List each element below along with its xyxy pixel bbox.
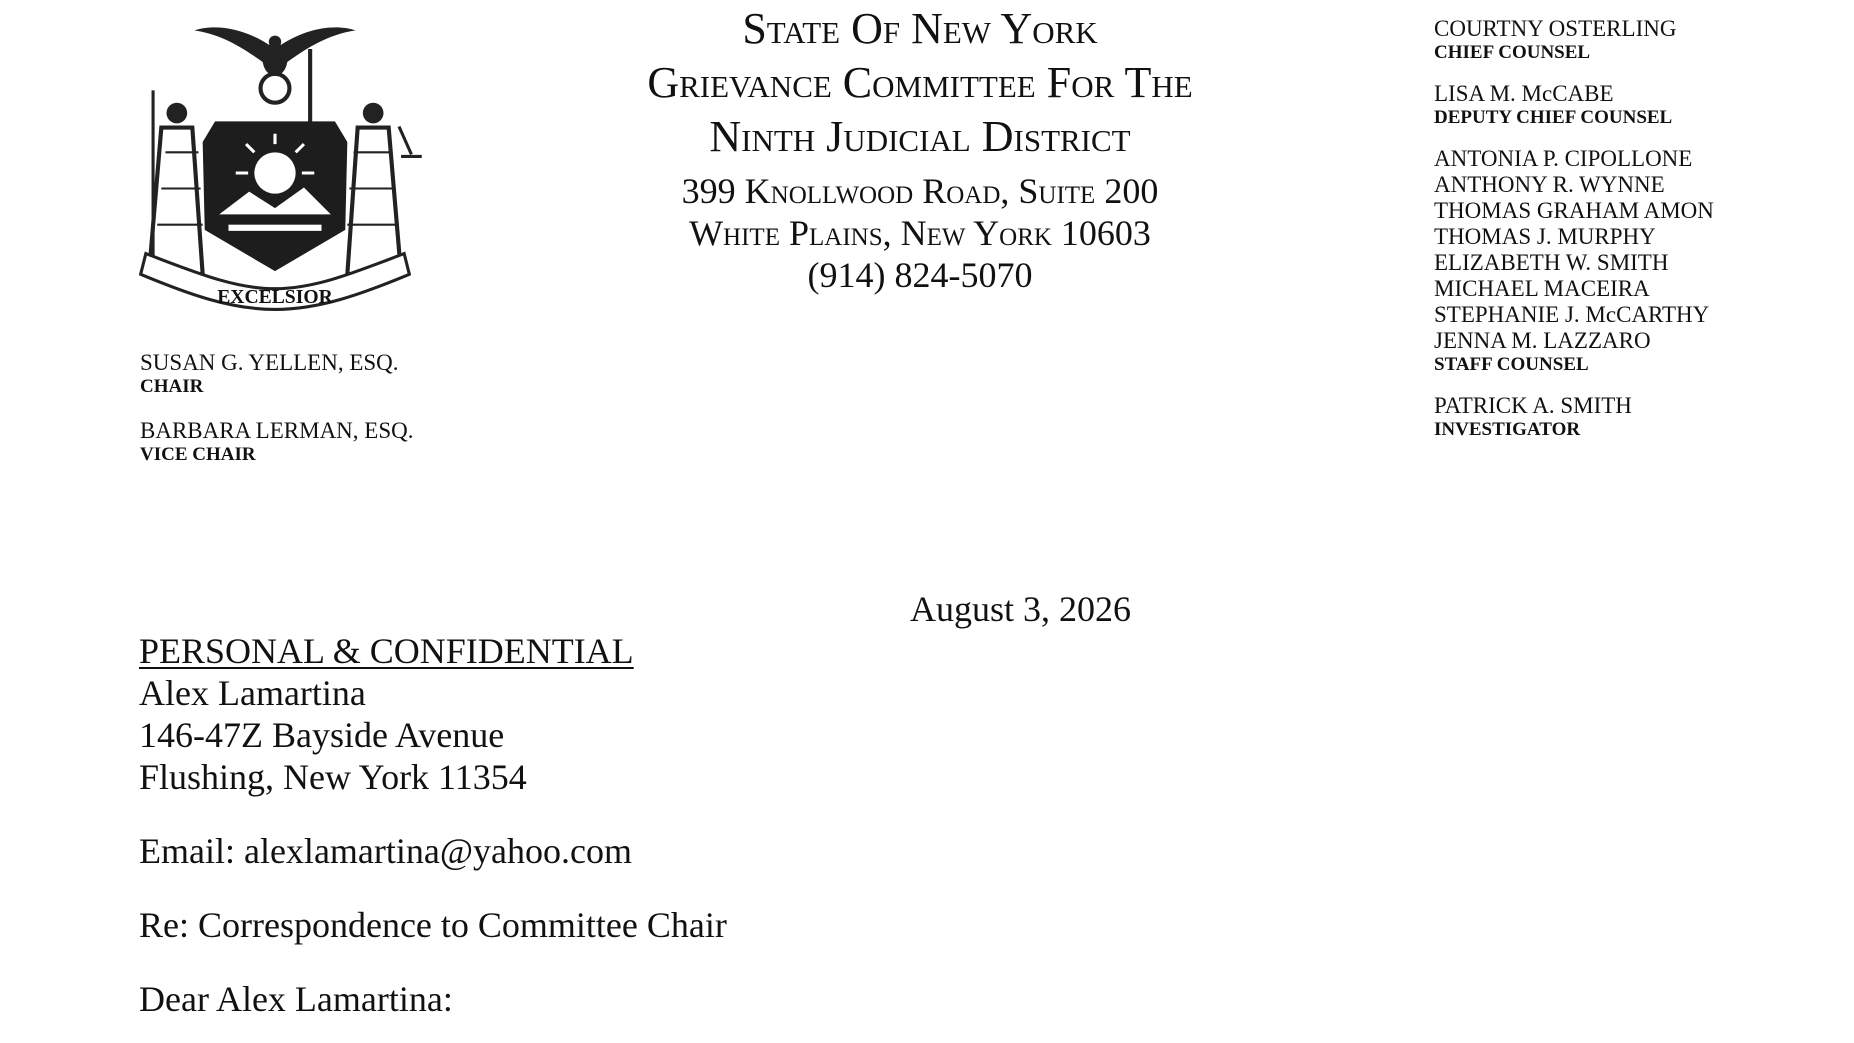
seal-motto: EXCELSIOR (217, 287, 333, 309)
staff-name: COURTNY OSTERLING (1434, 16, 1677, 41)
new-york-state-seal (120, 18, 430, 328)
staff-title: DEPUTY CHIEF COUNSEL (1434, 107, 1673, 128)
staff-investigator (1434, 393, 1714, 441)
officers-list (140, 350, 413, 486)
staff-counsel-group (1434, 146, 1714, 376)
recipient-street: 146-47Z Bayside Avenue (139, 715, 505, 755)
staff-name: ELIZABETH W. SMITH (1434, 250, 1669, 275)
staff-title: CHIEF COUNSEL (1434, 42, 1591, 63)
staff-name: STEPHANIE J. McCARTHY (1434, 302, 1710, 327)
address-city: White Plains, New York 10603 (689, 213, 1151, 253)
officer-title: VICE CHAIR (140, 444, 256, 465)
officer-name: SUSAN G. YELLEN, ESQ. (140, 350, 399, 375)
officer-name: BARBARA LERMAN, ESQ. (140, 418, 414, 443)
letterhead-district: Ninth Judicial District (709, 112, 1131, 161)
liberty-figure-icon (149, 90, 203, 274)
address-street: 399 Knollwood Road, Suite 200 (681, 171, 1159, 211)
justice-figure-icon (347, 103, 421, 275)
phone-number: (914) 824-5070 (807, 255, 1033, 295)
staff-deputy-chief-counsel (1434, 81, 1714, 129)
officer-title: CHAIR (140, 376, 204, 397)
staff-chief-counsel (1434, 16, 1714, 64)
staff-name: LISA M. McCABE (1434, 81, 1614, 106)
globe-icon (261, 74, 290, 103)
staff-title: INVESTIGATOR (1434, 419, 1581, 440)
recipient-city: Flushing, New York 11354 (139, 757, 527, 797)
staff-title: STAFF COUNSEL (1434, 354, 1589, 375)
recipient-email: Email: alexlamartina@yahoo.com (139, 831, 632, 871)
letter-body (139, 630, 727, 1020)
staff-name: ANTONIA P. CIPOLLONE (1434, 146, 1693, 171)
recipient-name: Alex Lamartina (139, 673, 366, 713)
staff-name: JENNA M. LAZZARO (1434, 328, 1651, 353)
staff-name: THOMAS GRAHAM AMON (1434, 198, 1714, 223)
letterhead (560, 2, 1280, 296)
staff-name: MICHAEL MACEIRA (1434, 276, 1650, 301)
letterhead-state: State Of New York (742, 4, 1098, 53)
shield-icon (203, 121, 348, 271)
salutation: Dear Alex Lamartina: (139, 979, 453, 1019)
officer-vice-chair (140, 418, 413, 466)
subject-line: Re: Correspondence to Committee Chair (139, 905, 727, 945)
officer-chair (140, 350, 413, 398)
eagle-icon (194, 27, 355, 75)
letter-date: August 3, 2026 (910, 589, 1132, 629)
staff-name: PATRICK A. SMITH (1434, 393, 1632, 418)
staff-name: THOMAS J. MURPHY (1434, 224, 1656, 249)
staff-name: ANTHONY R. WYNNE (1434, 172, 1665, 197)
confidential-label: PERSONAL & CONFIDENTIAL (139, 631, 634, 671)
staff-list (1434, 16, 1714, 458)
letterhead-committee: Grievance Committee For The (647, 58, 1193, 107)
